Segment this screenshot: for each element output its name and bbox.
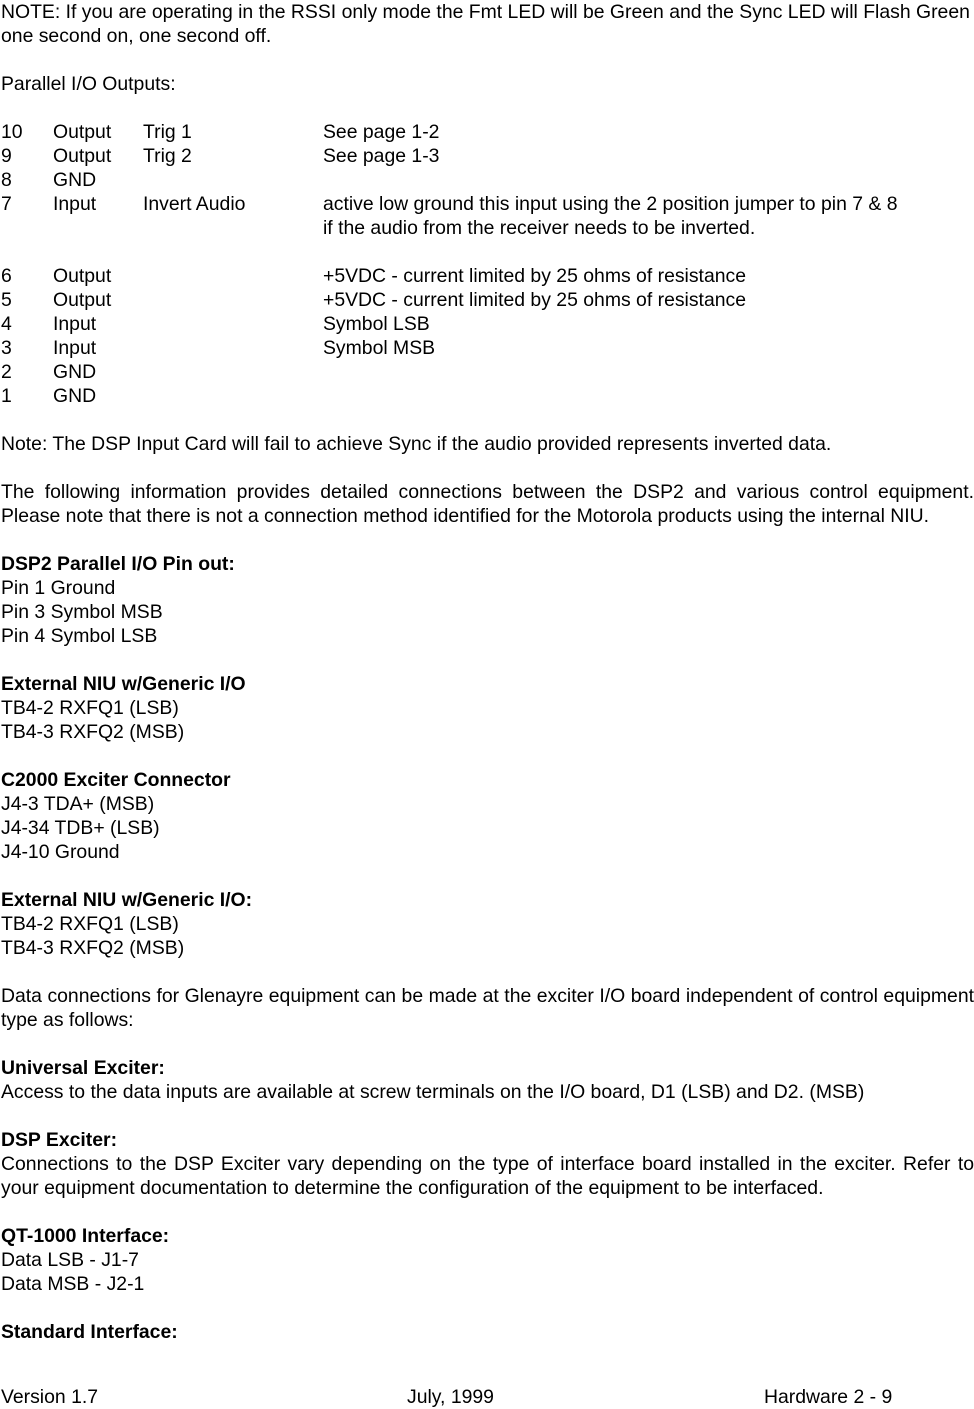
- pin-direction: GND: [53, 385, 97, 407]
- section-line: Pin 4 Symbol LSB: [1, 625, 158, 647]
- pin-signal: [143, 288, 323, 312]
- pin-direction: GND: [53, 169, 97, 191]
- pin-row: [1, 360, 974, 384]
- footer-version: Version 1.7: [1, 1386, 99, 1408]
- document-page: [1, 0, 974, 1344]
- section-line: TB4-3 RXFQ2 (MSB): [1, 937, 185, 959]
- section-text: Access to the data inputs are available at screw terminals on the I/O board, D1 (LSB) and D2. (MSB): [1, 1081, 865, 1103]
- pin-direction: Output: [53, 145, 112, 167]
- section-line: Data LSB - J1-7: [1, 1249, 139, 1271]
- pin-description: +5VDC - current limited by 25 ohms of resistance: [323, 265, 746, 287]
- pin-description: active low ground this input using the 2 position jumper to pin 7 & 8 if the audio from the receiver needs to be inverted.: [323, 193, 898, 239]
- pin-number: 3: [1, 337, 12, 359]
- section-title: DSP2 Parallel I/O Pin out:: [1, 553, 235, 575]
- pin-table-group-2: [1, 264, 974, 408]
- pin-number: 7: [1, 193, 12, 215]
- pin-direction: Output: [53, 121, 112, 143]
- section-title: External NIU w/Generic I/O: [1, 673, 246, 695]
- pin-direction: GND: [53, 361, 97, 383]
- pin-description: +5VDC - current limited by 25 ohms of resistance: [323, 289, 746, 311]
- pin-direction: Input: [53, 337, 97, 359]
- section-title: C2000 Exciter Connector: [1, 769, 231, 791]
- section-standard-interface-title: Standard Interface:: [1, 1321, 178, 1343]
- section-line: TB4-2 RXFQ1 (LSB): [1, 697, 179, 719]
- pin-signal: [143, 384, 323, 408]
- pin-signal: Trig 2: [143, 145, 192, 167]
- page-footer: [1, 1385, 974, 1409]
- parallel-io-heading: Parallel I/O Outputs:: [1, 73, 176, 95]
- section-qt1000: [1, 1224, 974, 1296]
- pin-signal: [143, 168, 323, 192]
- section-external-niu-2: [1, 888, 974, 960]
- section-line: J4-10 Ground: [1, 841, 120, 863]
- pin-signal: Invert Audio: [143, 193, 246, 215]
- section-external-niu: [1, 672, 974, 744]
- pin-row: [1, 168, 974, 192]
- section-line: Data MSB - J2-1: [1, 1273, 145, 1295]
- pin-description: [323, 168, 974, 192]
- pin-description: See page 1-2: [323, 121, 440, 143]
- pin-direction: Input: [53, 193, 97, 215]
- pin-number: 2: [1, 361, 12, 383]
- note-rssi: NOTE: If you are operating in the RSSI only mode the Fmt LED will be Green and the Sync LED will Flash Green one second on, one second off.: [1, 1, 970, 47]
- glenayre-paragraph: Data connections for Glenayre equipment can be made at the exciter I/O board independent of control equipment type as follows:: [1, 985, 974, 1031]
- pin-direction: Output: [53, 265, 112, 287]
- pin-row: [1, 312, 974, 336]
- pin-number: 1: [1, 385, 12, 407]
- section-title: Universal Exciter:: [1, 1057, 165, 1079]
- pin-description: Symbol LSB: [323, 313, 430, 335]
- pin-row: [1, 192, 974, 240]
- section-line: TB4-3 RXFQ2 (MSB): [1, 721, 185, 743]
- footer-page-number: Hardware 2 - 9: [764, 1386, 893, 1408]
- pin-table-group-1: [1, 120, 974, 240]
- footer-date: July, 1999: [407, 1386, 494, 1408]
- pin-direction: Input: [53, 313, 97, 335]
- section-universal-exciter: [1, 1056, 974, 1104]
- section-line: J4-3 TDA+ (MSB): [1, 793, 155, 815]
- note-dsp-sync: Note: The DSP Input Card will fail to achieve Sync if the audio provided represents inverted data.: [1, 433, 832, 455]
- section-text: Connections to the DSP Exciter vary depending on the type of interface board installed in the exciter. Refer to your equipment documentation to determine the configuration of the equipment to be interfaced.: [1, 1153, 974, 1199]
- section-line: TB4-2 RXFQ1 (LSB): [1, 913, 179, 935]
- pin-row: [1, 144, 974, 168]
- section-line: Pin 3 Symbol MSB: [1, 601, 163, 623]
- pin-signal: Trig 1: [143, 121, 192, 143]
- section-title: QT-1000 Interface:: [1, 1225, 170, 1247]
- pin-number: 4: [1, 313, 12, 335]
- section-dsp-exciter: [1, 1128, 974, 1200]
- section-dsp2-pinout: [1, 552, 974, 648]
- pin-row: [1, 288, 974, 312]
- pin-number: 6: [1, 265, 12, 287]
- pin-row: [1, 336, 974, 360]
- section-title: External NIU w/Generic I/O:: [1, 889, 253, 911]
- pin-description: [323, 360, 974, 384]
- pin-signal: [143, 264, 323, 288]
- section-line: J4-34 TDB+ (LSB): [1, 817, 160, 839]
- section-line: Pin 1 Ground: [1, 577, 116, 599]
- pin-row: [1, 264, 974, 288]
- pin-signal: [143, 336, 323, 360]
- pin-description: Symbol MSB: [323, 337, 436, 359]
- pin-description: See page 1-3: [323, 145, 440, 167]
- pin-direction: Output: [53, 289, 112, 311]
- pin-number: 9: [1, 145, 12, 167]
- pin-number: 10: [1, 121, 23, 143]
- section-c2000-exciter: [1, 768, 974, 864]
- pin-number: 8: [1, 169, 12, 191]
- intro-paragraph: The following information provides detailed connections between the DSP2 and various control equipment. Please note that there is not a connection method identified for the Motorola products using the internal NIU.: [1, 481, 974, 527]
- pin-signal: [143, 312, 323, 336]
- pin-signal: [143, 360, 323, 384]
- pin-number: 5: [1, 289, 12, 311]
- pin-description: [323, 384, 974, 408]
- pin-row: [1, 120, 974, 144]
- pin-row: [1, 384, 974, 408]
- section-title: DSP Exciter:: [1, 1129, 118, 1151]
